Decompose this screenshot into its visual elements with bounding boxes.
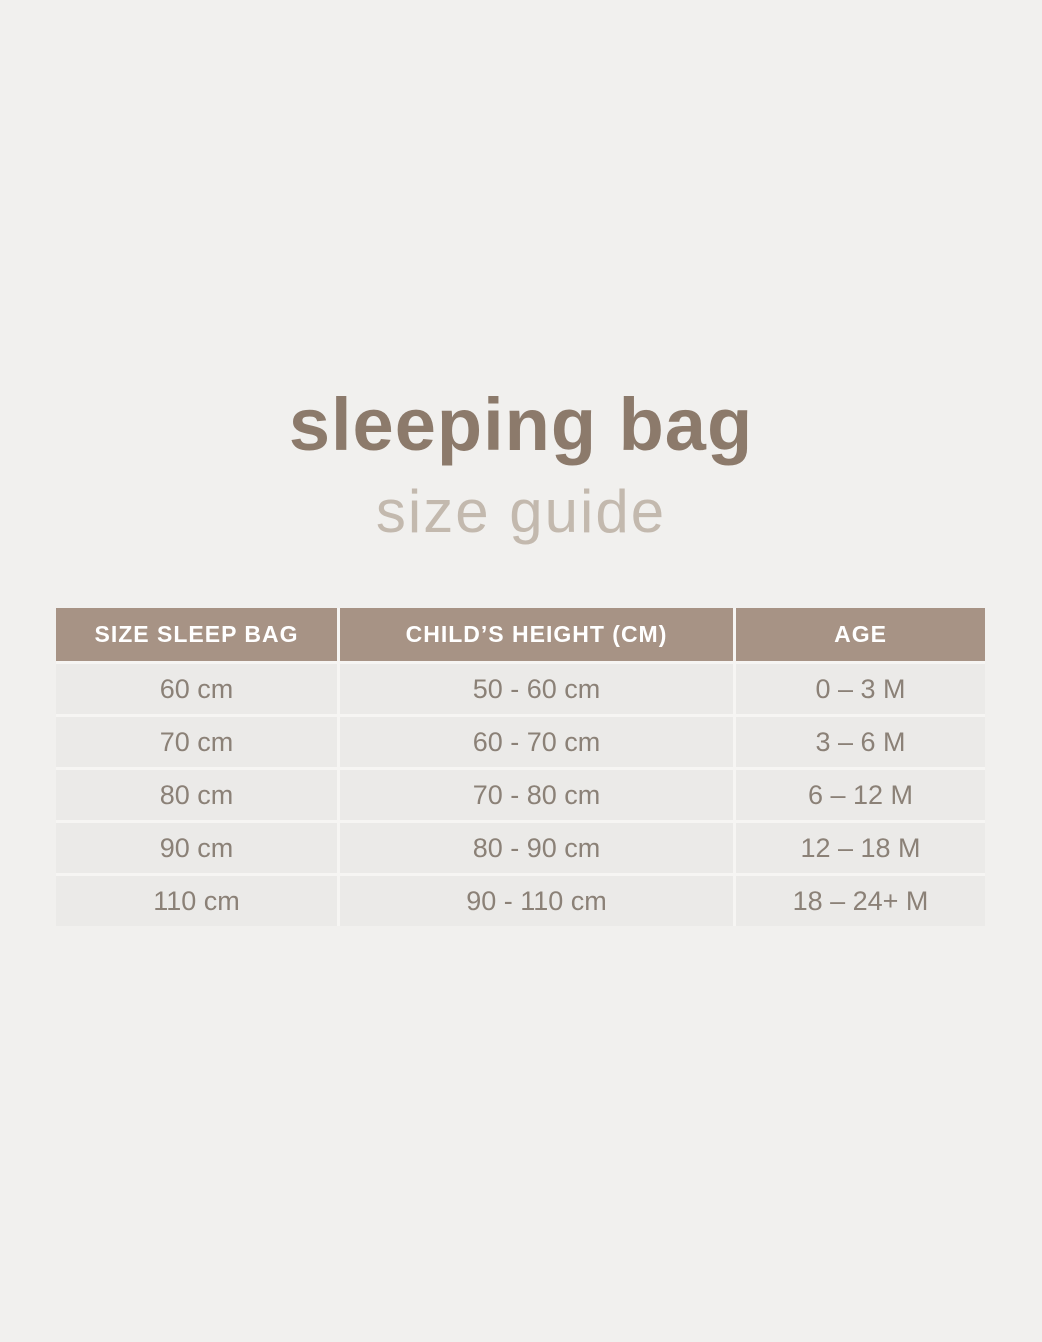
table-cell: 18 – 24+ M [736, 876, 985, 926]
size-guide-table [56, 608, 985, 926]
table-cell: 90 - 110 cm [340, 876, 733, 926]
column-header-1: SIZE SLEEP BAG [56, 608, 337, 661]
table-cell: 80 - 90 cm [340, 823, 733, 873]
table-cell: 60 cm [56, 664, 337, 714]
table-cell: 90 cm [56, 823, 337, 873]
table-cell: 6 – 12 M [736, 770, 985, 820]
column-header-2: CHILD’S HEIGHT (CM) [340, 608, 733, 661]
table-cell: 70 - 80 cm [340, 770, 733, 820]
page-subtitle: size guide [375, 478, 667, 545]
table-cell: 110 cm [56, 876, 337, 926]
table-cell: 3 – 6 M [736, 717, 985, 767]
table-cell: 60 - 70 cm [340, 717, 733, 767]
table-cell: 80 cm [56, 770, 337, 820]
table-cell: 12 – 18 M [736, 823, 985, 873]
table-cell: 50 - 60 cm [340, 664, 733, 714]
table-cell: 0 – 3 M [736, 664, 985, 714]
column-header-3: AGE [736, 608, 985, 661]
page-title: sleeping bag [288, 383, 754, 466]
table-cell: 70 cm [56, 717, 337, 767]
